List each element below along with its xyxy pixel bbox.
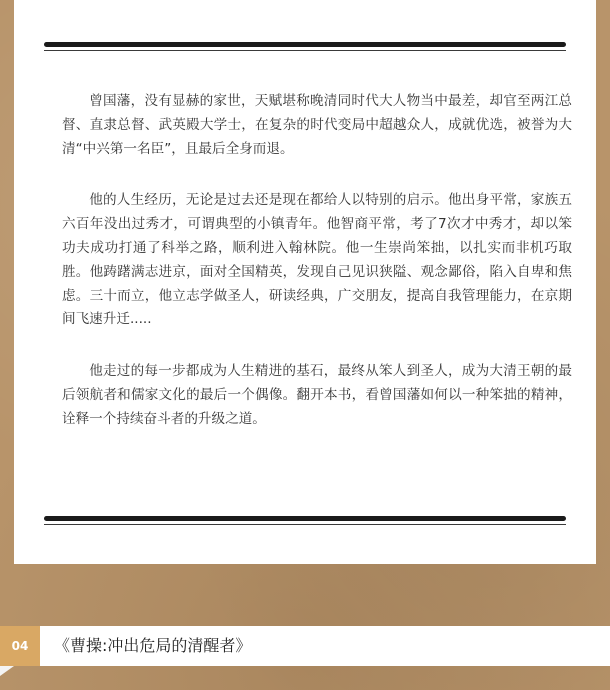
paragraph-life-story: 他的人生经历，无论是过去还是现在都给人以特别的启示。他出身平常，家族五六百年没出过秀才，可谓典型的小镇青年。他智商平常，考了7次才中秀才，却以笨功夫成功打通了科举之路，顺利进入翰林院。他一生崇尚笨拙，以扎实而非机巧取胜。他踌躇满志进京，面对全国精英，发现自己见识狭隘、观念鄙俗，陷入自卑和焦虑。三十而立，他立志学做圣人，研读经典，广交朋友，提高自我管理能力，在京期间飞速升迁..... <box>62 192 572 328</box>
bottom-divider-thin-line <box>44 524 566 525</box>
article-body <box>62 90 572 460</box>
bottom-divider-thick-line <box>44 516 566 521</box>
book-number-badge: 04 <box>0 626 40 666</box>
bottom-divider <box>44 516 566 528</box>
next-book-bar[interactable] <box>0 626 610 666</box>
article-page <box>14 0 596 564</box>
badge-fold-corner <box>0 666 14 676</box>
top-divider-thin-line <box>44 50 566 51</box>
top-divider-thick-line <box>44 42 566 47</box>
next-book-title[interactable]: 《曹操:冲出危局的清醒者》 <box>54 636 252 655</box>
paragraph-conclusion: 他走过的每一步都成为人生精进的基石，最终从笨人到圣人，成为大清王朝的最后领航者和儒家文化的最后一个偶像。翻开本书，看曾国藩如何以一种笨拙的精神，诠释一个持续奋斗者的升级之道。 <box>62 363 572 427</box>
paragraph-intro: 曾国藩，没有显赫的家世，天赋堪称晚清同时代大人物当中最差，却官至两江总督、直隶总督、武英殿大学士，在复杂的时代变局中超越众人，成就优选，被誉为大清“中兴第一名臣”，且最后全身而退。 <box>62 93 572 157</box>
top-divider <box>44 42 566 54</box>
